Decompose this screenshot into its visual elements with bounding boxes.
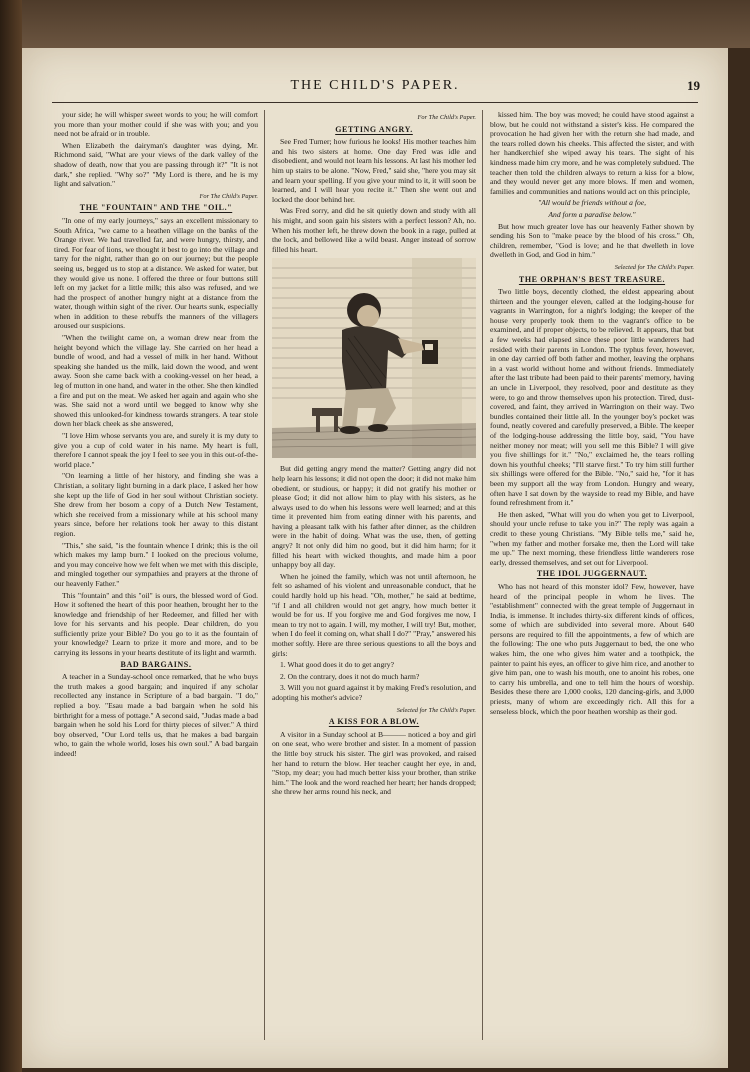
column-divider-2 — [482, 110, 483, 1040]
article-heading-idol-juggernaut: THE IDOL JUGGERNAUT. — [536, 569, 648, 579]
paragraph: Who has not heard of this monster idol? Few, however, have heard of the principal people in whom he lives. The "establishment" connected with the great temple of Juggernaut in India, is immense. It includes thirty-six different kinds of offices, some of which are subdivided into several more. About 640 persons are required to fill the appointments, a few of which are the following: The one who puts Juggernaut to bed, the one who wakes him, the one who gives him water and a toothpick, the painter to paint his eyes, an officer to give him rice, and another to give him pan, one to wash his mouth, one to anoint his robes, one to carry his umbrella, and one to tell him the hours of worship. Besides these there are 1,000 cooks, 120 dancing-girls, and 3,000 priests, many of whom are exceedingly rich. All this for a senseless block, which the poor heathen worship as their god. — [490, 581, 694, 716]
paragraph: A teacher in a Sunday-school once remarked, that he who buys the truth makes a good bargain; and inquired if any scholar recollected any instance in Scripture of a bad bargain. "I do," replied a boy. "Esau made a bad bargain when he sold his birthright for a mess of pottage." A second said, "Judas made a bad bargain when he sold his Lord for thirty pieces of silver." A third boy observed, "Our Lord tells us, that he makes a bad bargain who, to gain the whole world, loses his own soul." A bad bargain indeed! — [54, 672, 258, 758]
column-divider-1 — [264, 110, 265, 1040]
angry-boy-illustration — [272, 258, 476, 458]
newspaper-page — [22, 48, 728, 1068]
article-heading-kiss-for-blow: A KISS FOR A BLOW. — [328, 717, 420, 727]
paragraph: He then asked, "What will you do when you get to Liverpool, should your uncle refuse to take you in?" The reply was again a credit to these young Christians. "My Bible tells me," said he, "when my father and mother forsake me, then the Lord will take me up." The next morning, these friendless little wanderers rose early, dressed themselves, and set out for Liverpool. — [490, 509, 694, 567]
paragraph: "This," she said, "is the fountain whence I drink; this is the oil which makes my lamp burn." I looked on the precious volume, and you may conceive how we felt when we met with this disciple, and mingled together our sympathies and prayers at the throne of our heavenly Father." — [54, 540, 258, 588]
page-header — [22, 78, 728, 104]
article-credit: Selected for The Child's Paper. — [614, 263, 694, 271]
poem-line: And form a paradise below." — [548, 209, 636, 219]
article-heading-orphans-treasure: THE ORPHAN'S BEST TREASURE. — [518, 274, 666, 284]
paragraph: 2. On the contrary, does it not do much harm? — [280, 671, 420, 681]
article-heading-bad-bargains: BAD BARGAINS. — [120, 659, 192, 669]
article-heading-fountain-oil: THE "FOUNTAIN" AND THE "OIL." — [79, 203, 233, 213]
column-3 — [490, 110, 694, 1040]
paragraph: Was Fred sorry, and did he sit quietly down and study with all his might, and soon gain his sisters with a perfect lesson? Ah, no. When his mother left, he threw down the book in a rage, pulled at the lock, and bellowed like a wild beast. Anger instead of sorrow filled his heart. — [272, 206, 476, 254]
paragraph: your side; he will whisper sweet words to you; he will comfort you more than your mother could if she was with you; and you need not be afraid or in trouble. — [54, 110, 258, 139]
paragraph: This "fountain" and this "oil" is ours, the blessed word of God. How it softened the heart of this poor heathen, brought her to the knowledge and friendship of her Redeemer, and filled her with love for his servants and his people. Dear children, do you sufficiently prize your Bible? Do you go to it as the fountain of your knowledge? Learn to prize it more and more, and to be carrying its lessons in your hearts destitute of its light and warmth. — [54, 590, 258, 658]
paragraph: See Fred Turner; how furious he looks! His mother teaches him and his two sisters at home. One day Fred was idle and disobedient, and would not learn his lessons. At last his mother led him up stairs to be alone. "Now, Fred," said she, "here you may sit and learn your spelling. If you give your mind to it, it will soon be learned, and I will hear you recite it." Then she went out and locked the door behind her. — [272, 137, 476, 204]
paragraph: 1. What good does it do to get angry? — [280, 660, 394, 670]
article-credit: Selected for The Child's Paper. — [396, 706, 476, 714]
article-credit: For The Child's Paper. — [199, 192, 258, 200]
paragraph: 3. Will you not guard against it by making Fred's resolution, and adopting his mother's advice? — [272, 683, 476, 702]
book-top-background — [0, 0, 750, 48]
header-rule — [52, 102, 698, 103]
paragraph: "On learning a little of her history, and finding she was a Christian, a solitary light burning in a dark place, I asked her how she kept up the life of God in her soul without Christian society. She drew from her bosom a copy of a Dutch New Testament, which she received from a missionary while at his school many years since, before her relations took her away to this distant region. — [54, 471, 258, 538]
paragraph: When Elizabeth the dairyman's daughter was dying, Mr. Richmond said, "What are your views of the dark valley of the shadow of death, now that you are passing through it?" "It is not dark," she replied. "Why so?" "My Lord is there, and he is my light and salvation." — [54, 140, 258, 189]
page-number: 19 — [687, 78, 700, 93]
engraving-angry-boy — [272, 258, 476, 458]
paragraph: kissed him. The boy was moved; he could have stood against a blow, but he could not withstand a sister's kiss. He compared the provocation he had given her with the return she had made, and the tears rolled down his cheeks. This affected the sister, and with her handkerchief she wiped away his tears. The sight of his kindness made him cry more, and he was completely subdued. The teacher then told the children always to return a kiss for a blow, and they would never get any more blows. If men and women, families and communities and nations would act on this principle, — [490, 110, 694, 196]
article-credit: For The Child's Paper. — [417, 114, 476, 121]
paragraph: When he joined the family, which was not until afternoon, he felt so ashamed of his violent and unreasonable conduct, that he could hardly hold up his head. "Oh, mother," he said at bedtime, "if I and all children would not get angry, how much better it would be for us. If you forgive me and God forgives me now, I mean to try not to again. I will, my mother, I will try! But, mother, when I do feel it coming on, what shall I do?" "Pray," answered his mother softly. Here are three serious questions to all the boys and girls: — [272, 571, 476, 658]
paragraph: "When the twilight came on, a woman drew near from the height beyond which the village lay. She carried on her head a bundle of wood, and had a vessel of milk in her hand. Without speaking she handed us the milk, laid down the wood, and went away. Soon she came back with a cooking-vessel on her head, a leg of mutton in one hand, and water in the other. She then kindled a fire and put on the meat. We asked her again and again who she was. She said not a word until we begged to know why she showed this unlooked-for kindness towards strangers. A tear stole down her black cheek as she answered, — [54, 333, 258, 429]
paragraph: "In one of my early journeys," says an excellent missionary to South Africa, "we came to a heathen village on the banks of the Orange river. We had travelled far, and were hungry, thirsty, and tired. For fear of lions, we thought it best to go into the village and tarry for the night, rather than go on our journey; but the people seeing us, begged us to stop at a distance. We asked for water, but they would give us none. I offered the three or four buttons still left on my jacket for a little milk; this also was refused, and we had the prospect of another hungry night at a distance from the water, though within sight of the river. Our hearts sunk, especially when in addition to these rebuffs the manners of the villagers aroused our suspicions. — [54, 215, 258, 331]
paragraph: But how much greater love has our heavenly Father shown by sending his Son to "make peace by the blood of his cross." Oh, children, remember, "God is love; and he that dwelleth in love dwelleth in God, and God in him." — [490, 221, 694, 260]
paragraph: "I love Him whose servants you are, and surely it is my duty to give you a cup of cold water in his name. My heart is full, therefore I cannot speak the joy I feel to see you in this out-of-the-world place." — [54, 431, 258, 469]
running-head: THE CHILD'S PAPER. — [290, 78, 460, 93]
paragraph: A visitor in a Sunday school at B——— noticed a boy and girl on one seat, who were brother and sister. In a moment of passion the little boy struck his sister. The girl was provoked, and raised her hand to return the blow. Her teacher caught her eye, in and, "Stop, my dear; you had much better kiss your brother, than strike him." The look and the word reached her heart; her hands dropped; she threw her arms round his neck, and — [272, 729, 476, 797]
article-heading-getting-angry: GETTING ANGRY. — [335, 124, 413, 134]
book-spine — [0, 0, 22, 1072]
paragraph: Two little boys, decently clothed, the eldest appearing about thirteen and the younger eleven, called at the lodging-house for vagrants in Warrington, for a night's lodging; the keeper of the house very properly took them to the vagrant's office to be examined, and if proper objects, to be relieved. It appears, that but a few weeks had elapsed since these poor little wanderers had resided with their parents in London. The typhus fever, however, in one day carried off both father and mother, leaving the orphans in a vast world without home and without friends. Immediately after the last tribute had been paid to their parents' memory, having an uncle in Liverpool, they resolved, poor and destitute as they were, to go and throw themselves upon his protection. Tired, dust-covered, and faint, they arrived in Warrington on their way. Two bundles contained their little all. In the younger boy's pocket was found, neatly covered and carefully preserved, a Bible. The keeper of the lodging-house addressing the little boy, said, "You have neither money nor meat; will you sell me this Bible? I will give you five shillings for it." "No," exclaimed he, the tears rolling down his youthful cheeks; "I'll starve first." To try him still further six shillings were offered for the Bible. "No," said he, "for it has been my support all the way from London. Hungry and weary, often have I sat down by the wayside to read my Bible, and have found refreshment from it." — [490, 287, 694, 508]
paragraph: But did getting angry mend the matter? Getting angry did not help learn his lessons; it did not open the door; it did not make him obedient, or studious, or happy; it did not gratify his mother or please God; it did not allow him to play with his sisters, as he always used to do when his lessons were well learned; and at this time it prevented him from eating dinner with his parents, and having a pleasant talk with his father after dinner, as the children were in the habit of doing. What was the use, then, of getting angry? It not only did him no good, but it did him harm; for it filled his heart with wicked thoughts, and made him a poor unhappy boy all day. — [272, 464, 476, 570]
poem-line: "All would be friends without a foe, — [537, 198, 647, 208]
column-1 — [54, 110, 258, 1040]
column-2 — [272, 110, 476, 1040]
